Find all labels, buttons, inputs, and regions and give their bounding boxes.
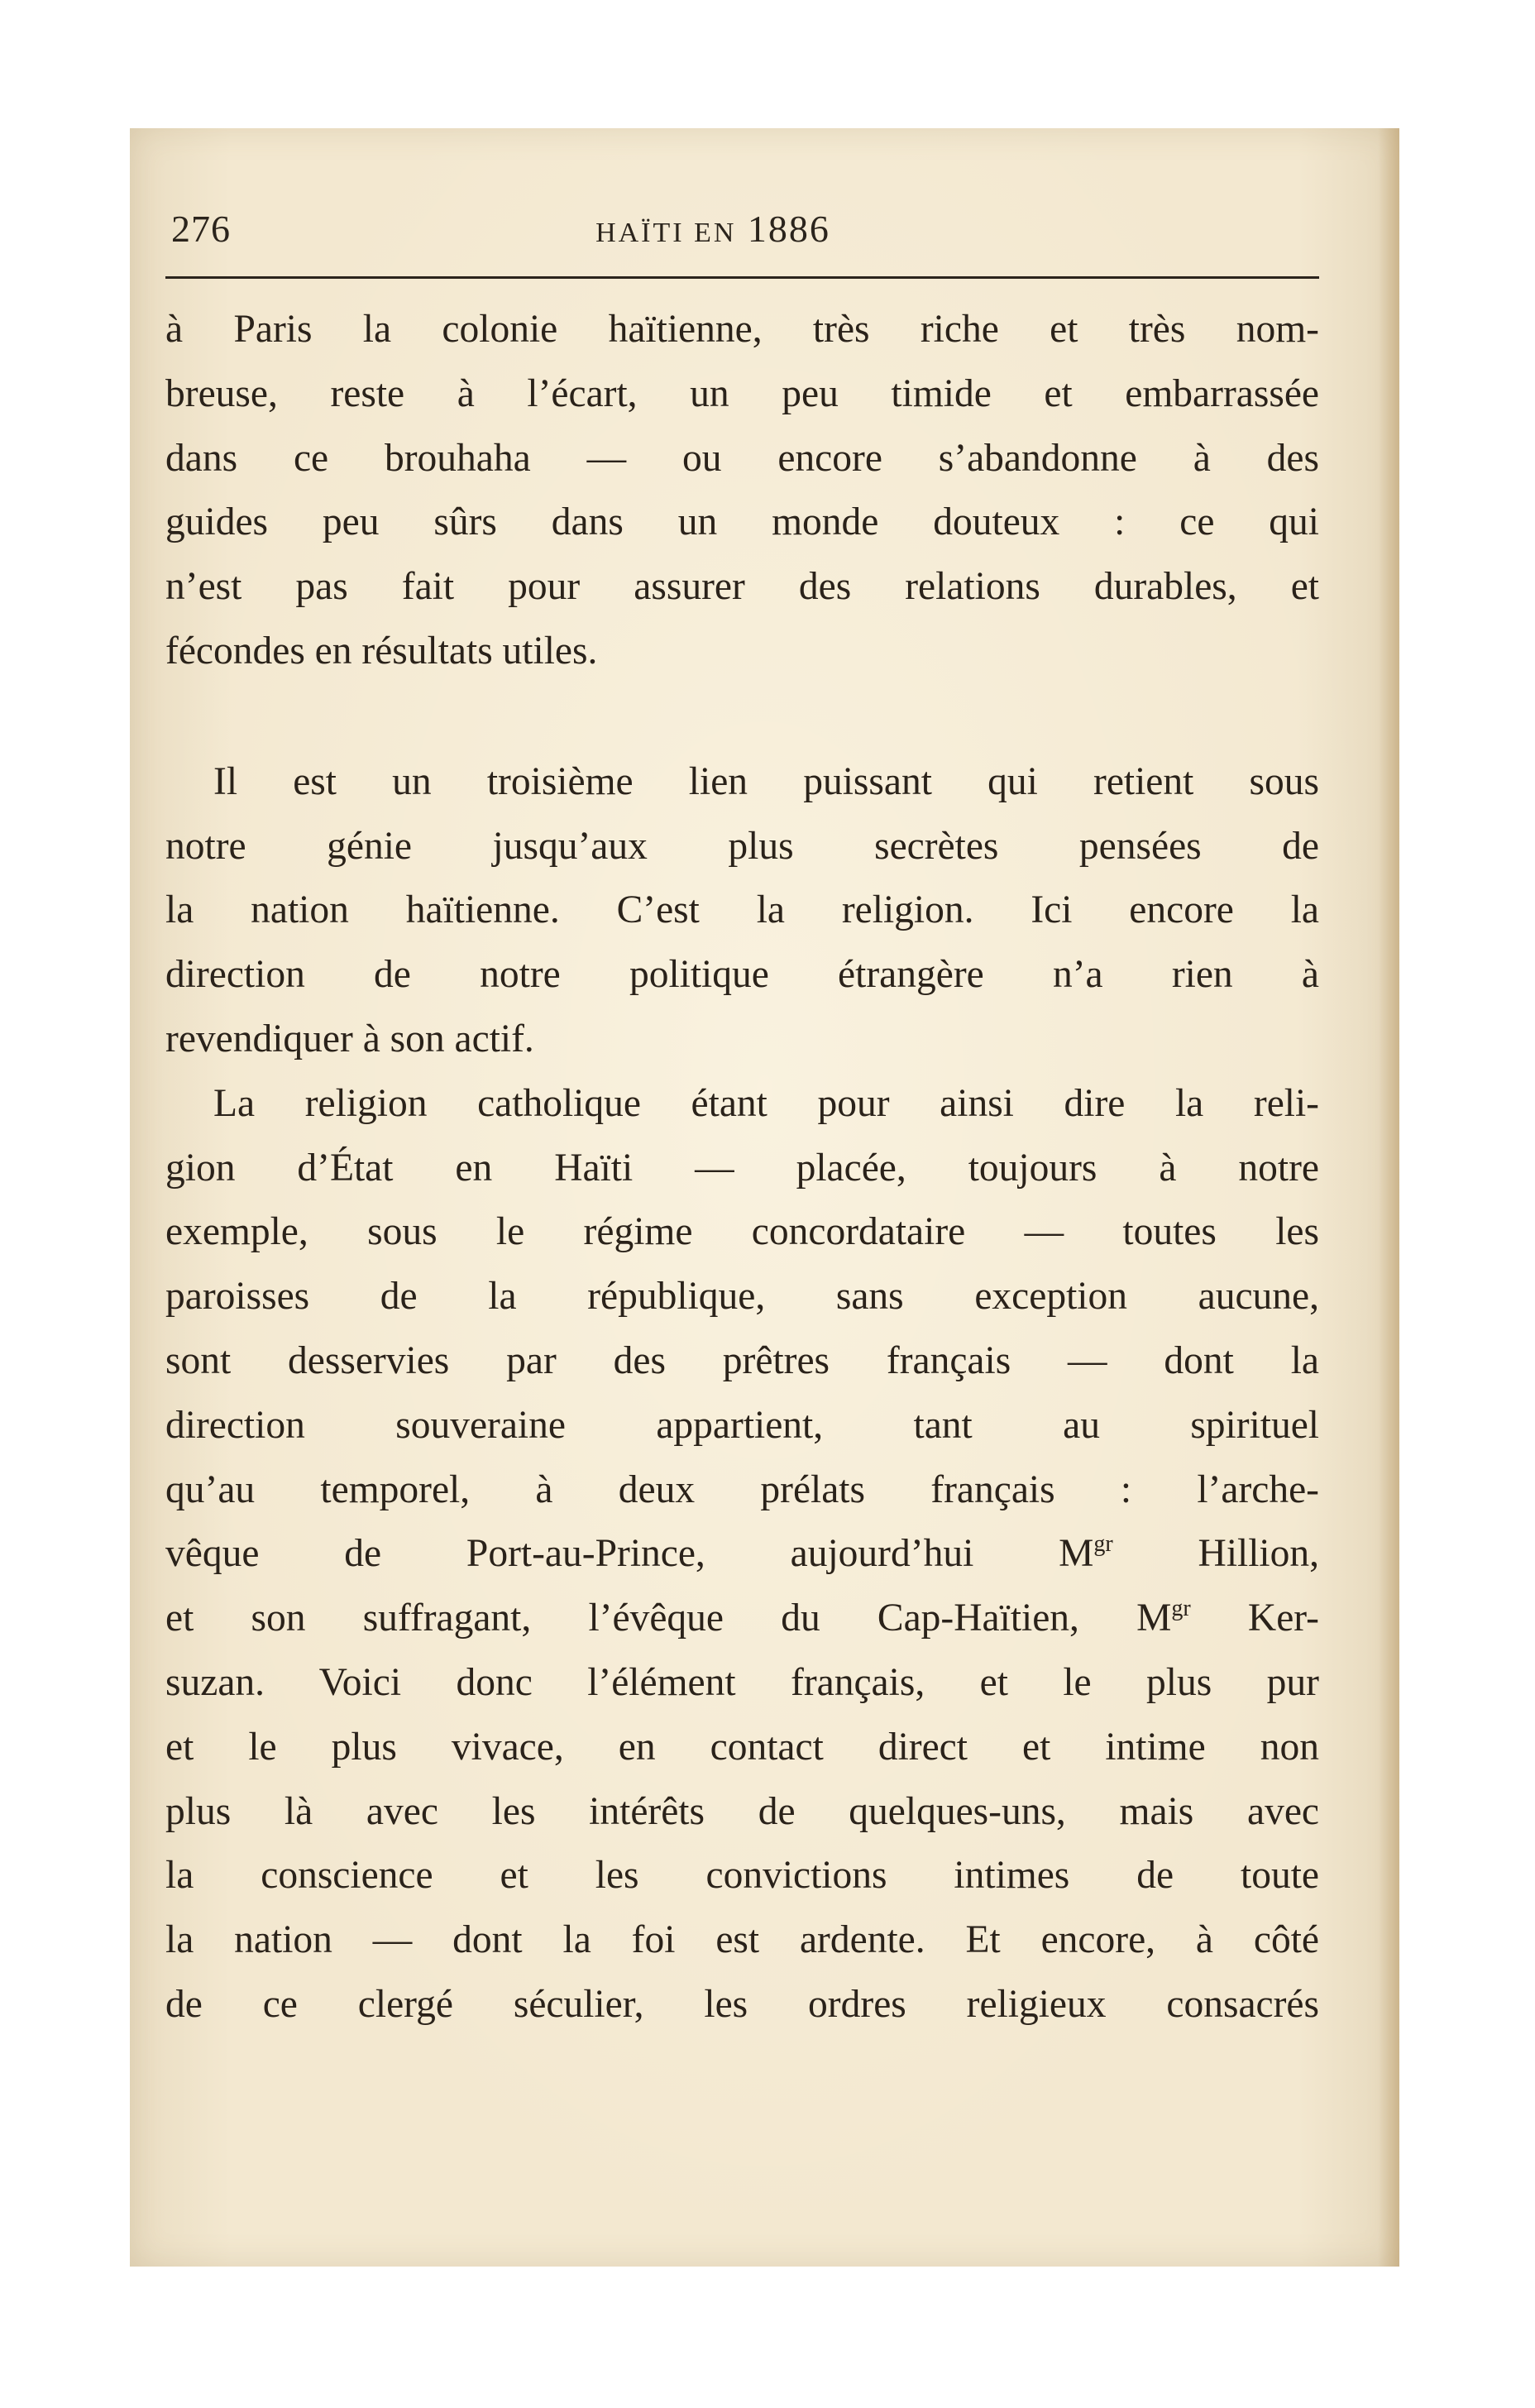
text-line: la nation haïtienne. C’est la religion. Ici encore la <box>165 888 1319 932</box>
text-line: plus là avec les intérêts de quelques-uns, mais avec <box>165 1789 1319 1833</box>
paragraph-1 <box>165 298 1319 684</box>
text-line: de ce clergé séculier, les ordres religieux consacrés <box>165 1982 1319 2026</box>
text-line: n’est pas fait pour assurer des relations durables, et <box>165 565 1319 609</box>
text-line: La religion catholique étant pour ainsi dire la reli- <box>213 1081 1319 1125</box>
header-rule <box>165 276 1319 279</box>
text-line: paroisses de la république, sans exception aucune, <box>165 1275 1319 1319</box>
text-segment: Hillion, <box>1112 1532 1319 1576</box>
text-segment: Ker- <box>1190 1597 1319 1640</box>
running-title-text: HAÏTI EN <box>595 218 737 248</box>
text-line: dans ce brouhaha — ou encore s’abandonne à des <box>165 436 1319 480</box>
text-line: Il est un troisième lien puissant qui retient sous <box>213 759 1319 803</box>
text-line: à Paris la colonie haïtienne, très riche et très nom- <box>165 308 1319 351</box>
text-line-with-superscript <box>165 1522 1319 1587</box>
text-segment: et son suffragant, l’évêque du Cap-Haïtien, M <box>165 1597 1172 1640</box>
paragraph-2 <box>165 750 1319 1072</box>
page-number: 276 <box>171 208 231 250</box>
superscript: gr <box>1093 1531 1113 1558</box>
text-line: breuse, reste à l’écart, un peu timide et embarrassée <box>165 371 1319 415</box>
running-title-year: 1886 <box>747 208 830 250</box>
text-line: suzan. Voici donc l’élément français, et le plus pur <box>165 1660 1319 1704</box>
paragraph-gap <box>165 684 1319 750</box>
text-line: exemple, sous le régime concordataire — toutes les <box>165 1210 1319 1254</box>
paragraph-3 <box>165 1072 1319 2037</box>
text-line: la nation — dont la foi est ardente. Et encore, à côté <box>165 1918 1319 1962</box>
page-edge-shadow <box>1378 128 1399 2267</box>
text-line: gion d’État en Haïti — placée, toujours à notre <box>165 1146 1319 1190</box>
text-line: revendiquer à son actif. <box>165 1017 534 1060</box>
text-line: sont desservies par des prêtres français — dont la <box>165 1338 1319 1382</box>
text-line: guides peu sûrs dans un monde douteux : ce qui <box>165 500 1319 544</box>
text-line: et le plus vivace, en contact direct et intime non <box>165 1725 1319 1769</box>
superscript: gr <box>1171 1596 1191 1622</box>
text-line: notre génie jusqu’aux plus secrètes pensées de <box>165 824 1319 868</box>
body-text <box>165 298 1319 2037</box>
text-line: fécondes en résultats utiles. <box>165 629 598 673</box>
text-segment: vêque de Port-au-Prince, aujourd’hui M <box>165 1532 1094 1576</box>
text-line: la conscience et les convictions intimes de toute <box>165 1854 1319 1898</box>
page-header <box>171 199 1255 265</box>
text-line-with-superscript <box>165 1587 1319 1651</box>
text-line: direction de notre politique étrangère n’a rien à <box>165 953 1319 997</box>
running-title <box>171 207 1255 251</box>
text-line: direction souveraine appartient, tant au spirituel <box>165 1403 1319 1447</box>
text-line: qu’au temporel, à deux prélats français : l’arche- <box>165 1467 1319 1511</box>
